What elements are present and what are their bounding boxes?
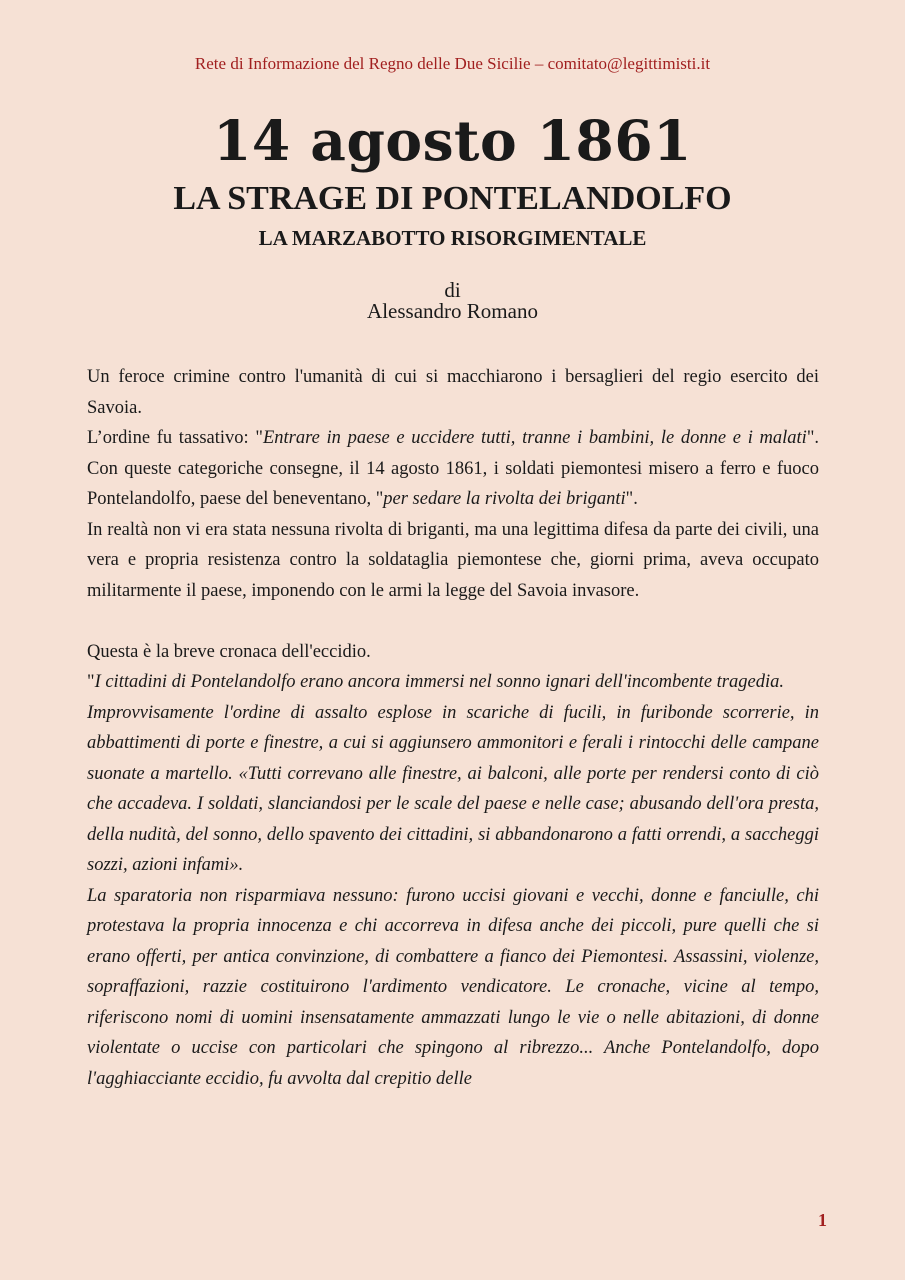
quote-open-mark: " — [87, 672, 95, 692]
document-subtitle: LA STRAGE DI PONTELANDOLFO — [173, 180, 732, 217]
network-header: Rete di Informazione del Regno delle Due Sicilie – comitato@legittimisti.it — [194, 54, 711, 73]
paragraph-chronicle-intro: Questa è la breve cronaca dell'eccidio. — [87, 641, 371, 662]
paragraph-order-text-a: L’ordine fu tassativo: " — [87, 428, 263, 448]
paragraph-citizens — [87, 667, 819, 698]
paragraph-intro: Un feroce crimine contro l'umanità di cui si macchiarono i bersaglieri del regio esercito dei Savoia. — [87, 367, 819, 418]
shooting-quote: La sparatoria non risparmiava nessuno: furono uccisi giovani e vecchi, donne e fanciulle, chi protestava la propria innocenza e chi accorreva in difesa anche dei piccoli, pure quelli che si erano offerti, per antica convinzione, di combattere a fianco dei Piemontesi. Assassini, violenze, sopraffazioni, razzie costituirono l'ardimento vendicatore. Le cronache, vicine al tempo, riferiscono nomi di uomini insensatamente ammazzati lungo le vie o nelle abitazioni, di donne violentate o uccise con particolari che spingono al ribrezzo... Anche Pontelandolfo, dopo l'agghiacciante eccidio, fu avvolta dal crepitio delle — [87, 885, 819, 1089]
document-subtitle-secondary: LA MARZABOTTO RISORGIMENTALE — [258, 226, 647, 250]
assault-quote: Improvvisamente l'ordine di assalto esplose in scariche di fucili, in furibonde scorrerie, in abbattimenti di porte e finestre, a cui si aggiunsero ammonitori e ferali i rintocchi delle campane suonate a martello. «Tutti correvano alle finestre, ai balconi, alle porte per rendersi conto di ciò che accadeva. I soldati, slanciandosi per le scale del paese e nelle case; abusando dell'ora presta, della nudità, del sonno, dello spavento dei cittadini, si abbandonarono a fatti orrendi, a saccheggi sozzi, azioni infami». — [87, 702, 819, 875]
order-quote: Entrare in paese e uccidere tutti, tranne i bambini, le donne e i malati — [262, 428, 807, 448]
paragraph-assault — [87, 698, 819, 881]
document-title: 14 agosto 1861 — [213, 108, 692, 173]
paragraph-order — [87, 423, 819, 515]
paragraph-gap — [87, 606, 819, 637]
paragraph-order-text-b: ". Con queste categoriche consegne, il 14 agosto 1861, i soldati piemontesi misero a ferro e fuoco Pontelandolfo, paese del beneventano, " — [87, 428, 819, 509]
paragraph-order-text-c: ". — [625, 489, 638, 509]
page-number: 1 — [818, 1210, 827, 1230]
citizens-quote: I cittadini di Pontelandolfo erano ancora immersi nel sonno ignari dell'incombente tragedia. — [94, 672, 784, 692]
paragraph-reality: In realtà non vi era stata nessuna rivolta di briganti, ma una legittima difesa da parte dei civili, una vera e propria resistenza contro la soldataglia piemontese che, giorni prima, aveva occupato militarmente il paese, imponendo con le armi la legge del Savoia invasore. — [87, 519, 819, 601]
author-name: Alessandro Romano — [367, 299, 538, 323]
rebellion-quote: per sedare la rivolta dei briganti — [383, 489, 626, 509]
byline-di: di — [444, 278, 461, 302]
paragraph-shooting — [87, 881, 819, 1095]
article-body — [87, 362, 819, 1094]
